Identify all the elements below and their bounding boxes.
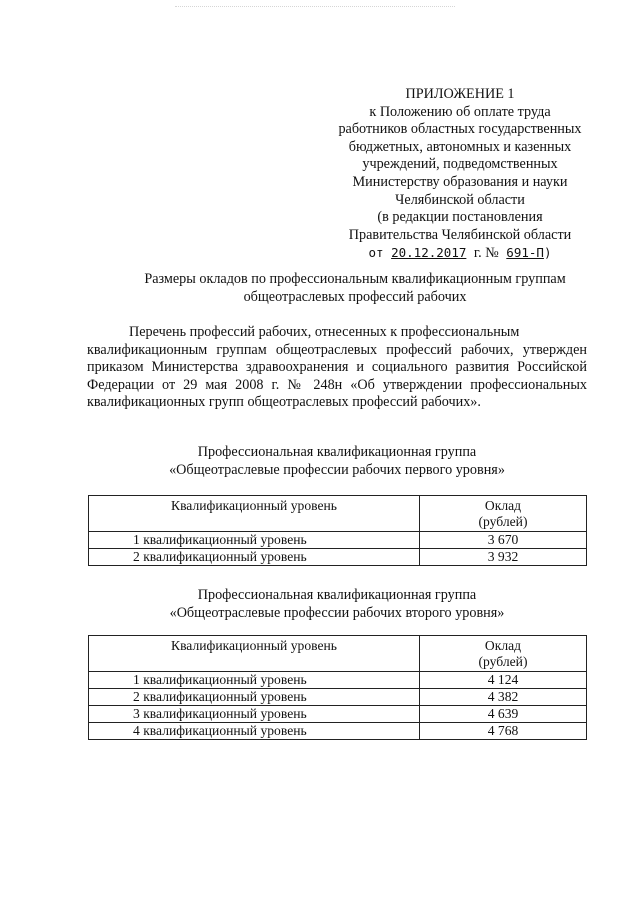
- table-row: [89, 672, 587, 689]
- group-title-line: Профессиональная квалификационная группа: [197, 444, 477, 460]
- header-level: Квалификационный уровень: [89, 636, 420, 672]
- appendix-heading: ПРИЛОЖЕНИЕ 1: [405, 86, 515, 102]
- header-salary: [420, 496, 587, 532]
- appendix-line: (в редакции постановления: [377, 209, 543, 226]
- salary-cell: 4 124: [420, 672, 587, 689]
- header-salary-line: Оклад: [484, 498, 522, 513]
- title-line: Размеры окладов по профессиональным квалификационным группам: [144, 271, 566, 287]
- level-cell: 3 квалификационный уровень: [89, 706, 420, 723]
- appendix-line: учреждений, подведомственных: [362, 156, 558, 173]
- group-title-first-level: [87, 443, 587, 479]
- title-line: общеотраслевых профессий рабочих: [243, 289, 467, 305]
- intro-first-line: Перечень профессий рабочих, отнесенных к профессиональным: [129, 324, 520, 340]
- closing-paren: ): [543, 245, 552, 261]
- date-prefix: от: [368, 245, 384, 261]
- appendix-line: Правительства Челябинской области: [348, 226, 572, 243]
- header-salary-unit: (рублей): [478, 514, 528, 529]
- table-header-row: [89, 636, 587, 672]
- table-row: [89, 689, 587, 706]
- header-salary: [420, 636, 587, 672]
- appendix-block: [320, 86, 600, 263]
- level-cell: 2 квалификационный уровень: [89, 689, 420, 706]
- intro-rest: квалификационным группам общеотраслевых профессий рабочих, утвержден приказом Министерства здравоохранения и социального развития Российской Федерации от 29 мая 2008 г. № 248н «Об утверждении профессиональных квалификационных групп общеотраслевых профессий рабочих».: [87, 341, 587, 411]
- salary-cell: 4 382: [420, 689, 587, 706]
- table-row: [89, 532, 587, 549]
- header-level: Квалификационный уровень: [89, 496, 420, 532]
- resolution-number: 691-П: [506, 245, 544, 261]
- table-header-row: [89, 496, 587, 532]
- resolution-date: 20.12.2017: [391, 245, 467, 261]
- level-cell: 1 квалификационный уровень: [89, 532, 420, 549]
- group-title-line: «Общеотраслевые профессии рабочих первого уровня»: [169, 462, 505, 478]
- group-title-line: «Общеотраслевые профессии рабочих второго уровня»: [169, 605, 505, 621]
- table-row: [89, 549, 587, 566]
- group-title-second-level: [87, 586, 587, 622]
- level-cell: 4 квалификационный уровень: [89, 723, 420, 740]
- appendix-line: Челябинской области: [395, 191, 525, 208]
- resolution-date-number: [369, 244, 552, 263]
- appendix-line: к Положению об оплате труда: [369, 103, 551, 120]
- header-salary-unit: (рублей): [478, 654, 528, 669]
- document-title: [95, 270, 615, 306]
- level-cell: 2 квалификационный уровень: [89, 549, 420, 566]
- salary-cell: 4 768: [420, 723, 587, 740]
- level-cell: 1 квалификационный уровень: [89, 672, 420, 689]
- table-row: [89, 723, 587, 740]
- appendix-line: бюджетных, автономных и казенных: [348, 138, 572, 155]
- scan-artifact: [175, 6, 455, 11]
- table-row: [89, 706, 587, 723]
- salary-cell: 3 932: [420, 549, 587, 566]
- salary-cell: 3 670: [420, 532, 587, 549]
- appendix-line: работников областных государственных: [338, 121, 582, 138]
- appendix-line: Министерству образования и науки: [352, 173, 568, 190]
- number-prefix: г. №: [473, 245, 499, 262]
- header-salary-line: Оклад: [484, 638, 522, 653]
- group-title-line: Профессиональная квалификационная группа: [197, 587, 477, 603]
- salary-cell: 4 639: [420, 706, 587, 723]
- salary-table-second-level: [88, 635, 587, 740]
- intro-paragraph: [87, 324, 587, 412]
- salary-table-first-level: [88, 495, 587, 566]
